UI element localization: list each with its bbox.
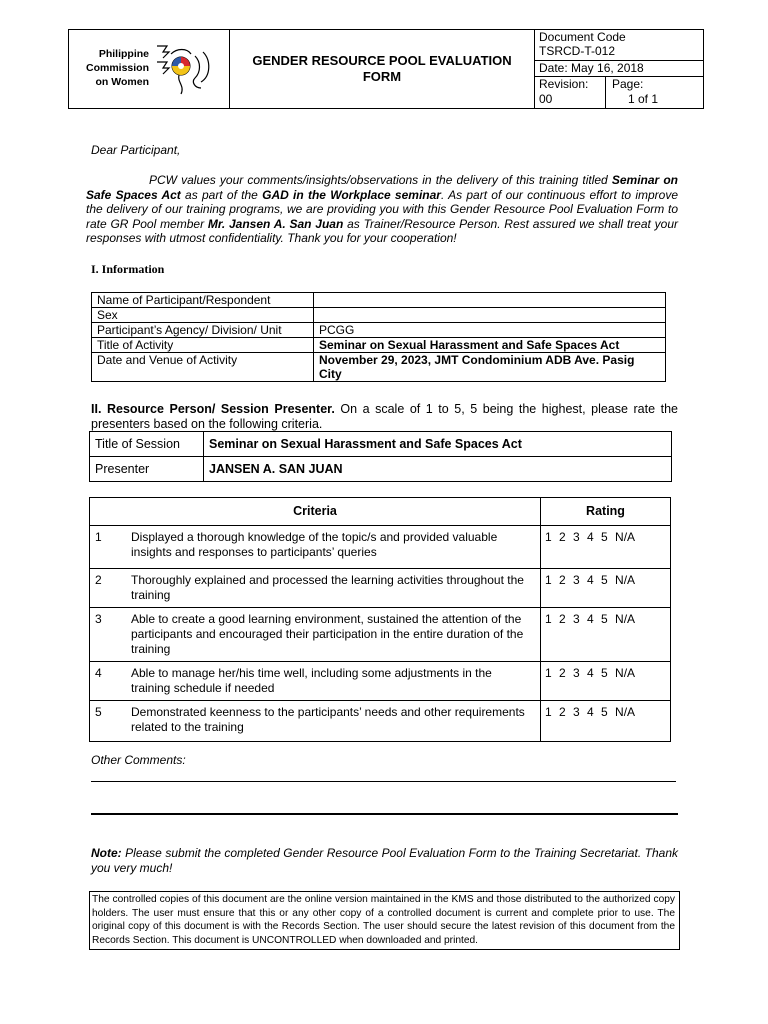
table-row	[92, 308, 666, 323]
info-value-field[interactable]: November 29, 2023, JMT Condominium ADB Ave. Pasig City	[314, 353, 666, 382]
table-row	[92, 353, 666, 382]
session-label: Title of Session	[90, 432, 204, 457]
criterion: 2 Thoroughly explained and processed the learning activities throughout the training	[90, 569, 541, 608]
doc-code-row: Document Code TSRCD-T-012	[535, 30, 703, 61]
table-row	[90, 701, 671, 742]
criterion: 3 Able to create a good learning environment, sustained the attention of the participants and encouraged their participation in the entire duration of the training	[90, 608, 541, 662]
logo-cell	[69, 30, 230, 108]
info-label: Name of Participant/Respondent	[92, 293, 314, 308]
session-value: Seminar on Sexual Harassment and Safe Spaces Act	[204, 432, 672, 457]
section-2-intro: II. Resource Person/ Session Presenter. On a scale of 1 to 5, 5 being the highest, please rate the presenters based on the following criteria.	[91, 402, 678, 431]
info-label: Title of Activity	[92, 338, 314, 353]
rating-scale[interactable]: 1 2 3 4 5 N/A	[541, 569, 671, 608]
comment-line[interactable]	[91, 781, 676, 782]
table-row	[92, 293, 666, 308]
presenter-value: JANSEN A. SAN JUAN	[204, 457, 672, 482]
presenter-label: Presenter	[90, 457, 204, 482]
criterion: 4 Able to manage her/his time well, including some adjustments in the training schedule if needed	[90, 662, 541, 701]
info-value-field[interactable]: Seminar on Sexual Harassment and Safe Spaces Act	[314, 338, 666, 353]
information-table	[91, 292, 666, 382]
rating-scale[interactable]: 1 2 3 4 5 N/A	[541, 701, 671, 742]
rating-column-header: Rating	[541, 498, 671, 526]
table-header-row	[90, 498, 671, 526]
revision-cell: Revision: 00	[535, 77, 606, 108]
info-value-field[interactable]: PCGG	[314, 323, 666, 338]
table-row	[90, 608, 671, 662]
salutation: Dear Participant,	[91, 143, 181, 157]
criteria-column-header: Criteria	[90, 498, 541, 526]
table-row	[92, 338, 666, 353]
table-row	[90, 662, 671, 701]
organization-name: Philippine Commission on Women	[85, 48, 149, 88]
info-label: Participant’s Agency/ Division/ Unit	[92, 323, 314, 338]
date-row: Date: May 16, 2018	[535, 61, 703, 77]
info-label: Sex	[92, 308, 314, 323]
criterion: 5 Demonstrated keenness to the participants’ needs and other requirements related to the training	[90, 701, 541, 742]
document-meta	[535, 30, 703, 108]
section-1-heading: I. Information	[91, 262, 165, 276]
other-comments-label: Other Comments:	[91, 753, 186, 767]
comment-line[interactable]	[91, 813, 678, 815]
pcw-logo-icon	[151, 42, 219, 98]
info-value-field[interactable]	[314, 308, 666, 323]
document-header	[68, 29, 704, 109]
note: Note: Please submit the completed Gender Resource Pool Evaluation Form to the Training Secretariat. Thank you very much!	[91, 846, 678, 875]
info-value-field[interactable]	[314, 293, 666, 308]
criteria-table	[89, 497, 671, 742]
disclaimer-box: The controlled copies of this document are the online version maintained in the KMS and those distributed to the authorized copy holders. The user must ensure that this or any other copy of a controlled document is current and complete prior to use. The original copy of this document is with the Records Section. The user should secure the latest revision of this document from the Records Section. This document is UNCONTROLLED when downloaded and printed.	[89, 891, 680, 950]
page-cell: Page: 1 of 1	[612, 77, 659, 106]
session-table	[89, 431, 672, 482]
rating-scale[interactable]: 1 2 3 4 5 N/A	[541, 526, 671, 569]
table-row	[90, 432, 672, 457]
rating-scale[interactable]: 1 2 3 4 5 N/A	[541, 662, 671, 701]
table-row	[90, 457, 672, 482]
table-row	[90, 526, 671, 569]
table-row	[90, 569, 671, 608]
criterion: 1 Displayed a thorough knowledge of the topic/s and provided valuable insights and responses to participants’ queries	[90, 526, 541, 569]
table-row	[92, 323, 666, 338]
info-label: Date and Venue of Activity	[92, 353, 314, 382]
form-title: GENDER RESOURCE POOL EVALUATION FORM	[230, 30, 535, 108]
intro-paragraph: PCW values your comments/insights/observations in the delivery of this training titled Seminar on Safe Spaces Act as part of the GAD in the Workplace seminar. As part of our continuous effort to improve the delivery of our training programs, we are providing you with this Gender Resource Pool Evaluation Form to rate GR Pool member Mr. Jansen A. San Juan as Trainer/Resource Person. Rest assured we shall treat your responses with utmost confidentiality. Thank you for your cooperation!	[86, 173, 679, 245]
rating-scale[interactable]: 1 2 3 4 5 N/A	[541, 608, 671, 662]
